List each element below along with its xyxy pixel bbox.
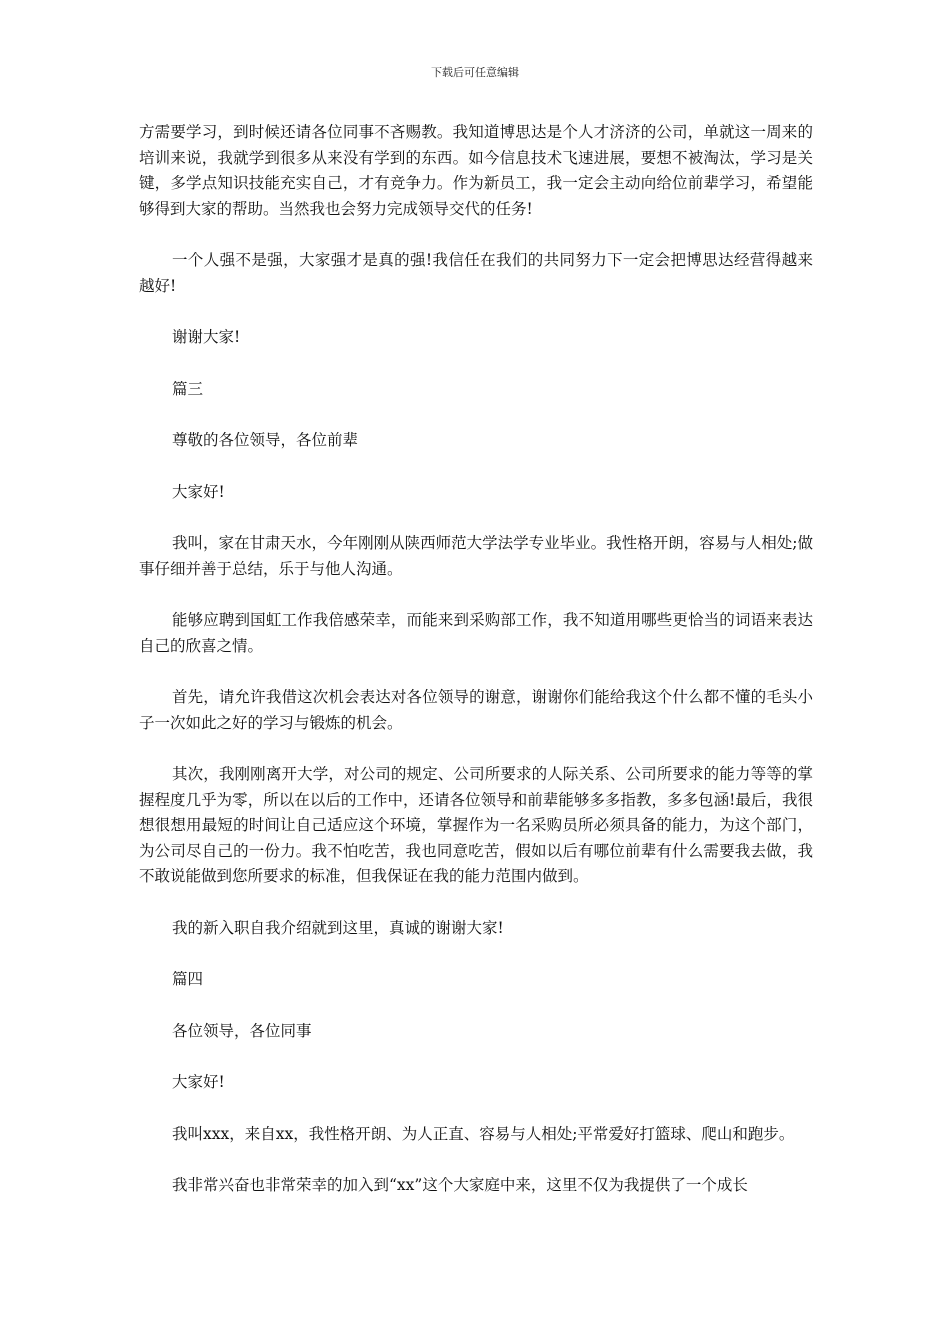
paragraph: 一个人强不是强，大家强才是真的强!我信任在我们的共同努力下一定会把博思达经营得越来越好!: [139, 251, 813, 295]
salutation: 各位领导，各位同事: [172, 1021, 312, 1040]
greeting: 大家好!: [172, 482, 225, 501]
document-body: [139, 120, 813, 1225]
section-heading: 篇三: [172, 379, 204, 398]
paragraph: 首先，请允许我借这次机会表达对各位领导的谢意，谢谢你们能给我这个什么都不懂的毛头小子一次如此之好的学习与锻炼的机会。: [139, 688, 813, 732]
paragraph: 方需要学习，到时候还请各位同事不吝赐教。我知道博思达是个人才济济的公司，单就这一周来的培训来说，我就学到很多从来没有学到的东西。如今信息技术飞速进展，要想不被淘汰，学习是关键，多学点知识技能充实自己，才有竞争力。作为新员工，我一定会主动向给位前辈学习，希望能够得到大家的帮助。当然我也会努力完成领导交代的任务!: [139, 123, 813, 218]
paragraph: 能够应聘到国虹工作我倍感荣幸，而能来到采购部工作，我不知道用哪些更恰当的词语来表达自己的欣喜之情。: [139, 611, 813, 655]
greeting: 大家好!: [172, 1073, 225, 1091]
paragraph: 我的新入职自我介绍就到这里，真诚的谢谢大家!: [172, 918, 504, 937]
paragraph: 其次，我刚刚离开大学，对公司的规定、公司所要求的人际关系、公司所要求的能力等等的掌握程度几乎为零，所以在以后的工作中，还请各位领导和前辈能够多多指教，多多包涵!最后，我很想很想用最短的时间让自己适应这个环境，掌握作为一名采购员所必须具备的能力，为这个部门，为公司尽自己的一份力。我不怕吃苦，我也同意吃苦，假如以后有哪位前辈有什么需要我去做，我不敢说能做到您所要求的标准，但我保证在我的能力范围内做到。: [139, 765, 813, 885]
section-heading: 篇四: [172, 970, 204, 988]
salutation: 尊敬的各位领导，各位前辈: [172, 431, 359, 449]
page-header: 下载后可任意编辑: [431, 66, 519, 79]
paragraph: 谢谢大家!: [172, 328, 241, 346]
paragraph: 我叫xxx，来自xx，我性格开朗、为人正直、容易与人相处;平常爱好打篮球、爬山和跑步。: [172, 1124, 795, 1143]
paragraph: 我非常兴奋也非常荣幸的加入到“xx”这个大家庭中来，这里不仅为我提供了一个成长: [172, 1176, 748, 1194]
paragraph: 我叫，家在甘肃天水，今年刚刚从陕西师范大学法学专业毕业。我性格开朗，容易与人相处;做事仔细并善于总结，乐于与他人沟通。: [139, 534, 813, 578]
